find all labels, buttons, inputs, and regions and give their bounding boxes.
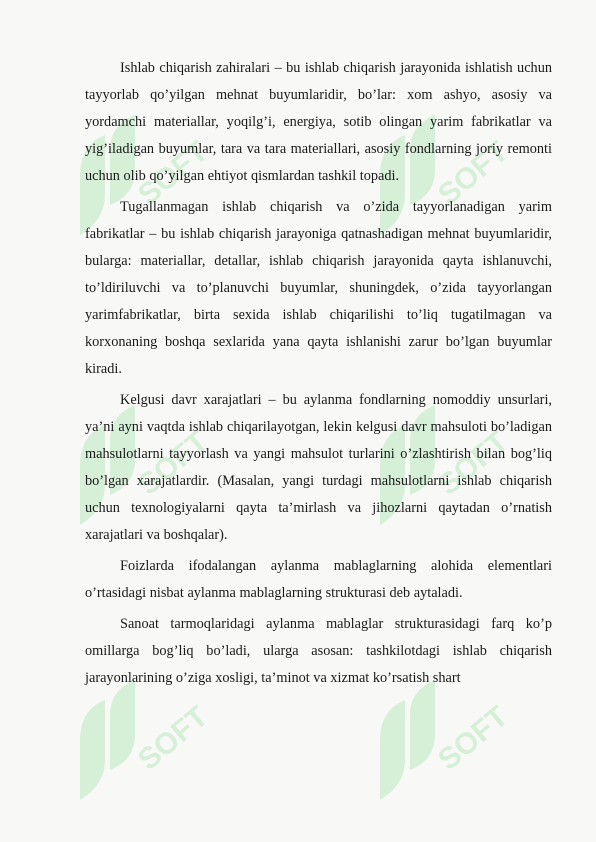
paragraph: Foizlarda ifodalangan aylanma mablaglarning alohida elementlari o’rtasidagi nisbat aylanma mablaglarning strukturasi deb aytaladi. xyxy=(85,558,552,601)
leaf-logo-icon xyxy=(380,680,435,800)
watermark-text: SOFT xyxy=(131,135,215,212)
document-body xyxy=(85,55,552,696)
paragraph: Tugallanmagan ishlab chiqarish va o’zida tayyorlanadigan yarim fabrikatlar – bu ishlab chiqarish jarayoniga qatnashadigan mehnat buyumlaridir, bularga: materiallar, detallar, ishlab chiqarish jarayonida qayta ishlanuvchi, to’ldiriluvchi va to’planuvchi buyumlar, shuningdek, o’zida tayyorlangan yarimfabrikatlar, birta sexida ishlab chiqarilishi to’liq tugatilmagan va korxonaning boshqa sexlarida yana qayta ishlanishi zarur bo’lgan buyumlar kiradi. xyxy=(85,199,552,377)
paragraph: Ishlab chiqarish zahiralari – bu ishlab chiqarish jarayonida ishlatish uchun tayyorlab qo’yilgan mehnat buyumlaridir, bo’lar: xom ashyo, asosiy va yordamchi materiallar, yoqilg’i, energiya, sotib olingan yarim fabrikatlar va yig’iladigan buyumlar, tara va tara materiallari, asosiy fondlarning joriy remonti uchun olib qo’yilgan ehtiyot qismlardan tashkil topadi. xyxy=(85,60,552,184)
watermark-text: SOFT xyxy=(131,425,215,502)
leaf-logo-icon xyxy=(80,680,135,800)
paragraph: Sanoat tarmoqlaridagi aylanma mablaglar strukturasidagi farq ko’p omillarga bog’liq bo’ladi, ularga asosan: tashkilotdagi ishlab chiqarish jarayonlarining o’ziga xosligi, ta’minot va xizmat ko’rsatish shart xyxy=(85,616,552,686)
watermark-text: SOFT xyxy=(431,700,515,777)
watermark-text: SOFT xyxy=(431,135,515,212)
paragraph: Kelgusi davr xarajatlari – bu aylanma fondlarning nomoddiy unsurlari, ya’ni ayni vaqtda ishlab chiqarilayotgan, lekin kelgusi davr mahsuloti bo’ladigan mahsulotlarni tayyorlash va yangi mahsulot turlarini o’zlashtirish bilan bog’liq bo’lgan xarajatlardir. (Masalan, yangi turdagi mahsulotlarni ishlab chiqarish uchun texnologiyalarni qayta ta’mirlash va jihozlarni qaytadan o’rnatish xarajatlari va boshqalar). xyxy=(85,392,552,543)
watermark-text: SOFT xyxy=(131,700,215,777)
watermark-text: SOFT xyxy=(431,425,515,502)
